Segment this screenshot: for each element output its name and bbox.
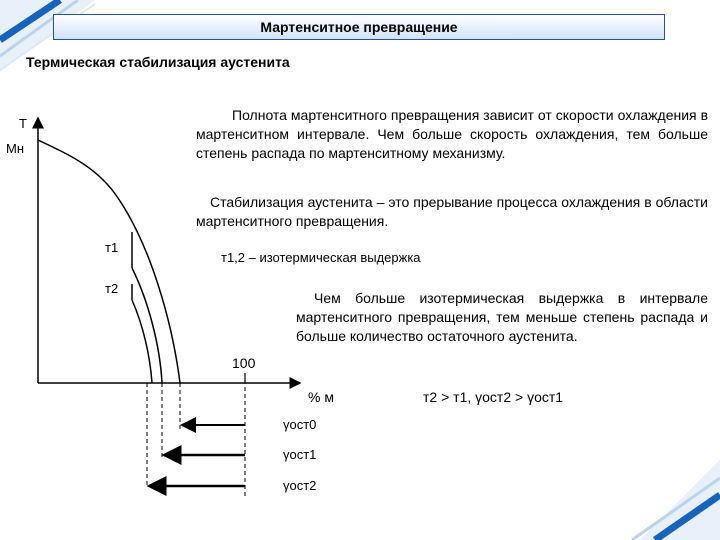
max-100-label: 100	[232, 355, 256, 371]
paragraph-stabilization: Стабилизация аустенита – это прерывание процесса охлаждения в области мартенситного превращения.	[196, 194, 708, 229]
x-axis-label: % м	[308, 389, 334, 405]
gamma1-label: γост1	[283, 447, 317, 462]
y-axis-label: Т	[19, 116, 27, 131]
isothermal-hold-note: т1,2 – изотермическая выдержка	[221, 250, 421, 265]
relation-text: т2 > т1, γост2 > γост1	[423, 389, 564, 405]
gamma2-label: γост2	[283, 478, 317, 493]
t2-label: т2	[105, 281, 119, 296]
t1-label: т1	[105, 240, 119, 255]
paragraph-completeness: Полнота мартенситного превращения зависит от скорости охлаждения в мартенситном интервале. Чем больше скорость охлаждения, тем больше степень распада по мартенситному механизму.	[196, 107, 708, 161]
page-title: Мартенситное превращение	[53, 14, 665, 40]
mn-label: Мн	[6, 141, 25, 156]
cooling-curve	[38, 140, 180, 383]
paragraph-hold-effect: Чем больше изотермическая выдержка в интервале мартенситного превращения, тем меньше степень распада и больше количество остаточного аустенита.	[296, 290, 708, 344]
gamma0-label: γост0	[283, 417, 317, 432]
section-subtitle: Термическая стабилизация аустенита	[26, 54, 290, 70]
